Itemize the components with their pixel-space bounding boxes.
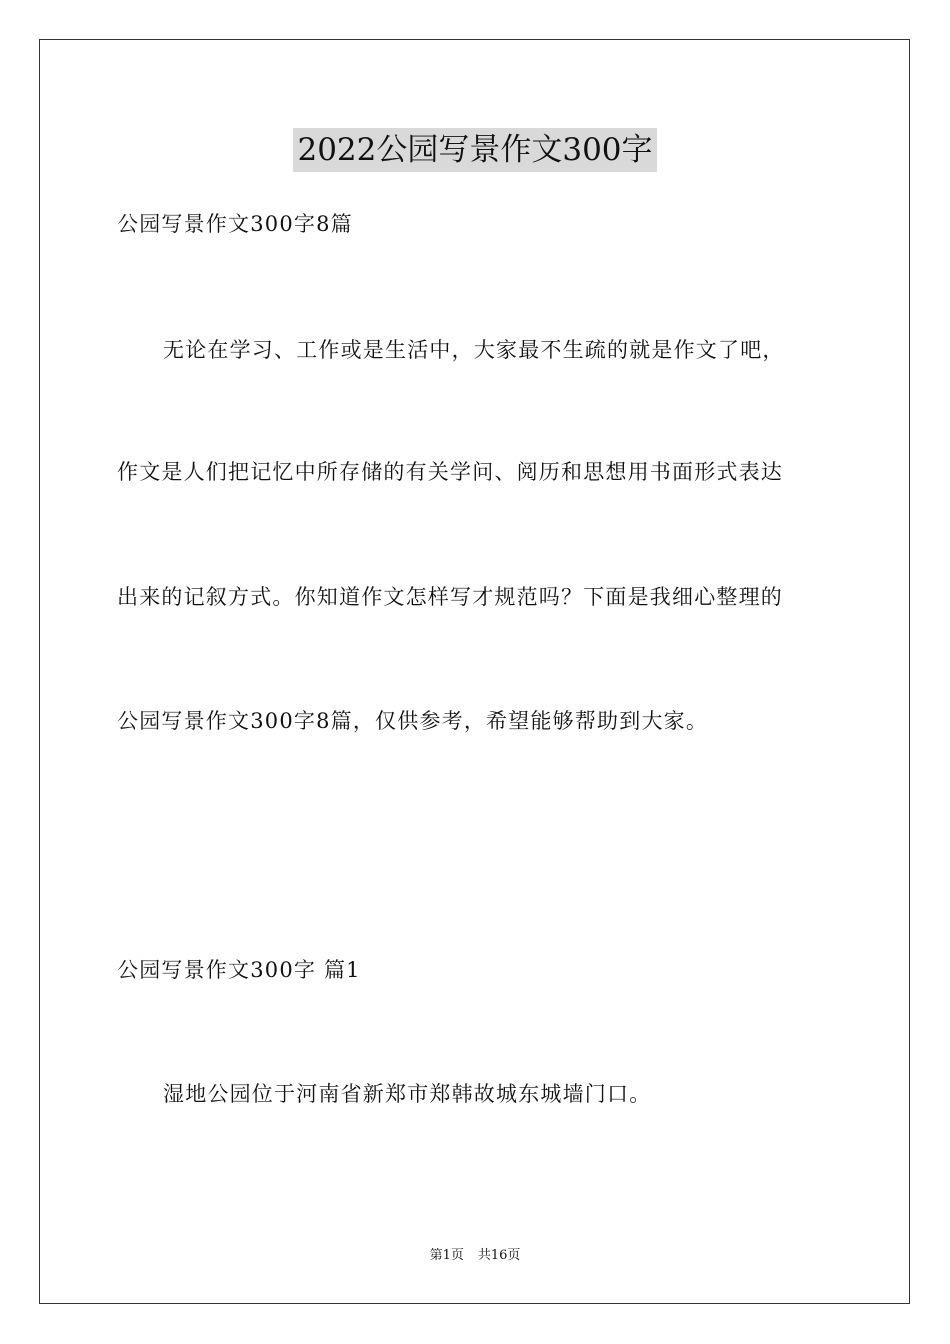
section-heading: 公园写景作文300字 篇1 [117, 958, 361, 982]
page-footer [0, 1247, 950, 1265]
intro-line-4: 公园写景作文300字8篇，仅供参考，希望能够帮助到大家。 [117, 709, 709, 733]
page-number-total: 共16页 [477, 1248, 521, 1263]
intro-line-3: 出来的记叙方式。你知道作文怎样写才规范吗？下面是我细心整理的 [117, 585, 783, 609]
intro-line-1: 无论在学习、工作或是生活中，大家最不生疏的就是作文了吧， [163, 338, 785, 362]
title-container [0, 128, 950, 172]
document-title: 2022公园写景作文300字 [293, 128, 656, 172]
section-paragraph-line: 湿地公园位于河南省新郑市郑韩故城东城墙门口。 [163, 1082, 652, 1106]
intro-line-2: 作文是人们把记忆中所存储的有关学问、阅历和思想用书面形式表达 [117, 460, 783, 484]
document-subtitle: 公园写景作文300字8篇 [117, 212, 353, 236]
page-number-current: 第1页 [429, 1248, 464, 1263]
